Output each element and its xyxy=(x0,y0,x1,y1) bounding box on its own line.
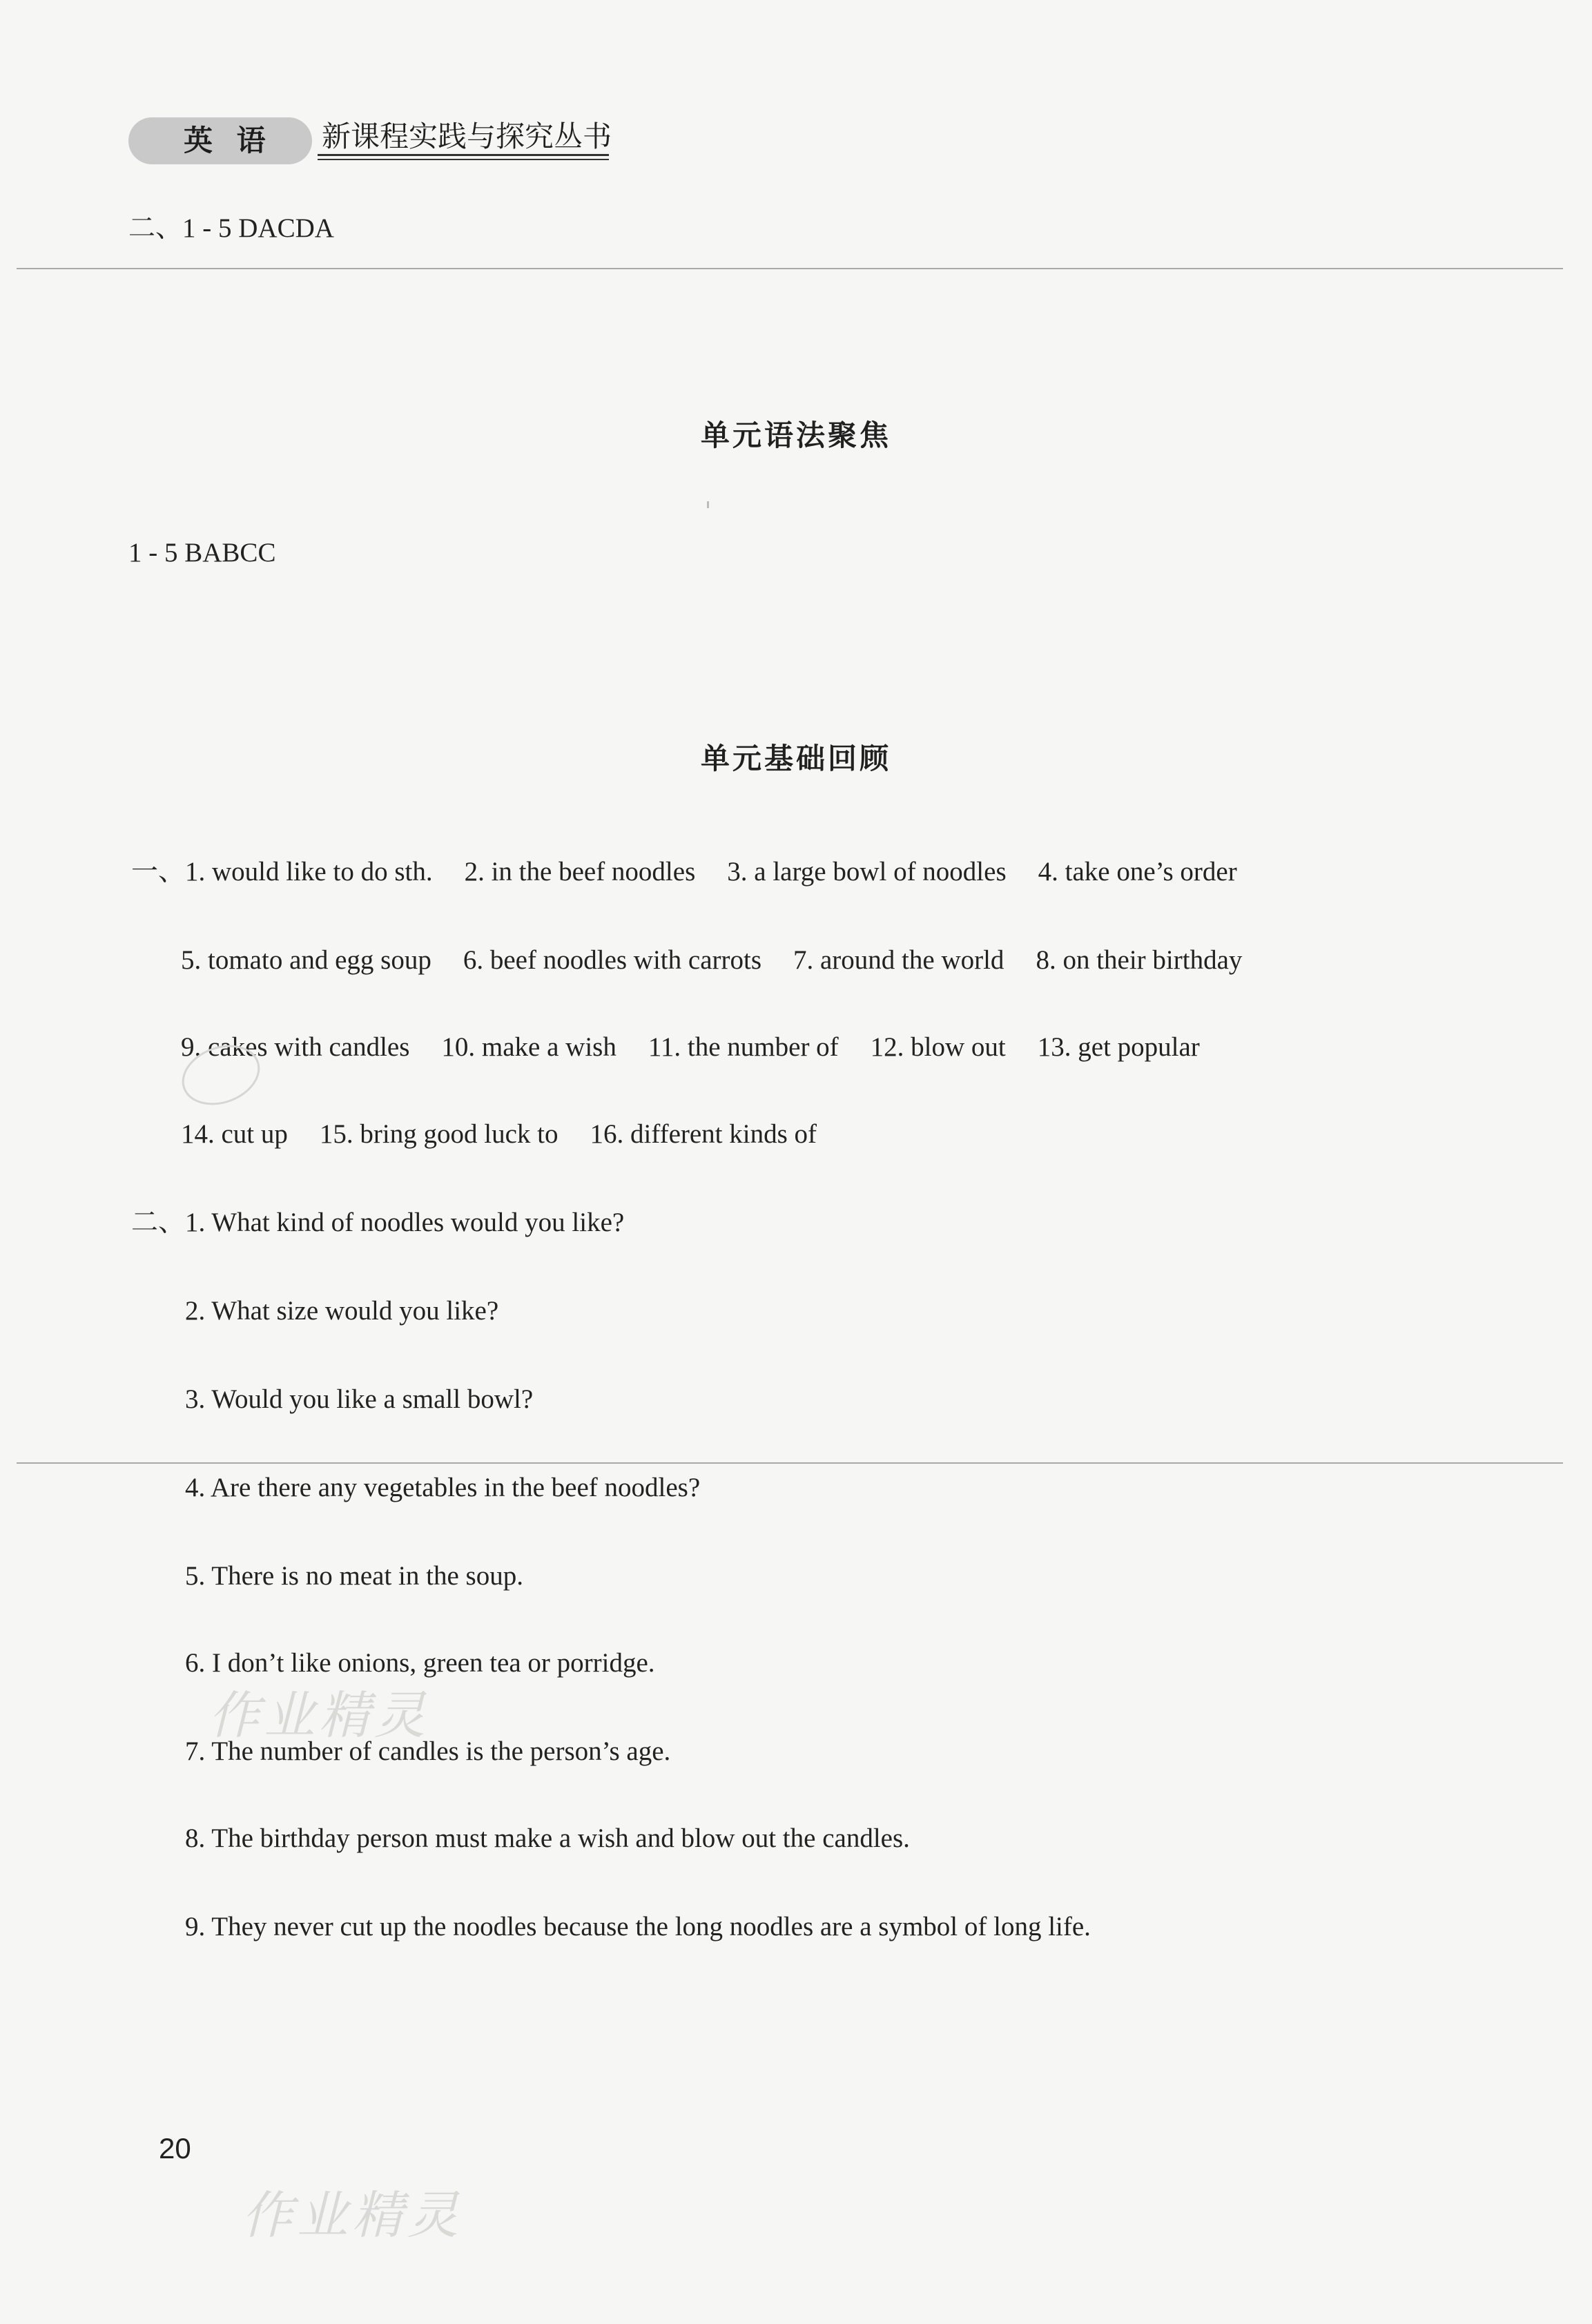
phrase-item: 6. beef noodles with carrots xyxy=(463,945,761,975)
phrase-item: 4. take one’s order xyxy=(1038,857,1237,887)
phrase-item: 1. would like to do sth. xyxy=(185,857,433,887)
phrase-item: 13. get popular xyxy=(1037,1032,1200,1062)
basics-review-heading: 单元基础回顾 xyxy=(700,742,891,775)
phrase-item: 14. cut up xyxy=(181,1119,288,1149)
phrase-item: 16. different kinds of xyxy=(590,1119,817,1149)
page-number: 20 xyxy=(159,2132,191,2165)
watermark-text: 作业精灵 xyxy=(242,2186,463,2245)
part2-label: 二、 xyxy=(131,1208,186,1237)
sentence-item: 6. I don’t like onions, green tea or porridge. xyxy=(185,1648,655,1678)
sentence-item: 7. The number of candles is the person’s age. xyxy=(185,1736,671,1766)
sentence-item: 5. There is no meat in the soup. xyxy=(185,1561,523,1591)
sentence-item: 1. What kind of noodles would you like? xyxy=(185,1208,625,1237)
phrase-item: 9. cakes with candles xyxy=(181,1032,410,1062)
grammar-focus-heading: 单元语法聚焦 xyxy=(700,418,891,452)
watermark-text: 作业精灵 xyxy=(208,1686,429,1745)
sentence-item: 8. The birthday person must make a wish and blow out the candles. xyxy=(185,1823,910,1853)
scan-fold-line xyxy=(17,1462,1563,1464)
scan-mark xyxy=(707,501,709,508)
part1-row xyxy=(181,943,1242,978)
part1-row xyxy=(181,1117,817,1152)
sentence-item: 4. Are there any vegetables in the beef noodles? xyxy=(185,1473,701,1502)
header-underline xyxy=(318,154,609,156)
phrase-item: 5. tomato and egg soup xyxy=(181,945,431,975)
sentence-item: 3. Would you like a small bowl? xyxy=(185,1384,534,1414)
part1-row xyxy=(181,1030,1200,1065)
phrase-item: 3. a large bowl of noodles xyxy=(727,857,1007,887)
phrase-item: 12. blow out xyxy=(870,1032,1006,1062)
header-subject: 英 语 xyxy=(184,124,273,157)
phrase-item: 2. in the beef noodles xyxy=(464,857,696,887)
phrase-item: 10. make a wish xyxy=(441,1032,617,1062)
phrase-item: 15. bring good luck to xyxy=(319,1119,559,1149)
phrase-item: 8. on their birthday xyxy=(1036,945,1243,975)
top-answer: 二、1 - 5 DACDA xyxy=(128,213,334,243)
part1-row xyxy=(185,855,1237,889)
phrase-item: 7. around the world xyxy=(793,945,1004,975)
part1-label: 一、 xyxy=(131,857,186,887)
header-underline-secondary xyxy=(318,159,609,160)
grammar-focus-answer: 1 - 5 BABCC xyxy=(128,538,276,568)
phrase-item: 11. the number of xyxy=(648,1032,839,1062)
sentence-item: 9. They never cut up the noodles because the long noodles are a symbol of long life. xyxy=(185,1912,1091,1941)
section-divider xyxy=(17,268,1563,269)
header-series-title: 新课程实践与探究丛书 xyxy=(322,119,612,153)
sentence-item: 2. What size would you like? xyxy=(185,1296,499,1326)
